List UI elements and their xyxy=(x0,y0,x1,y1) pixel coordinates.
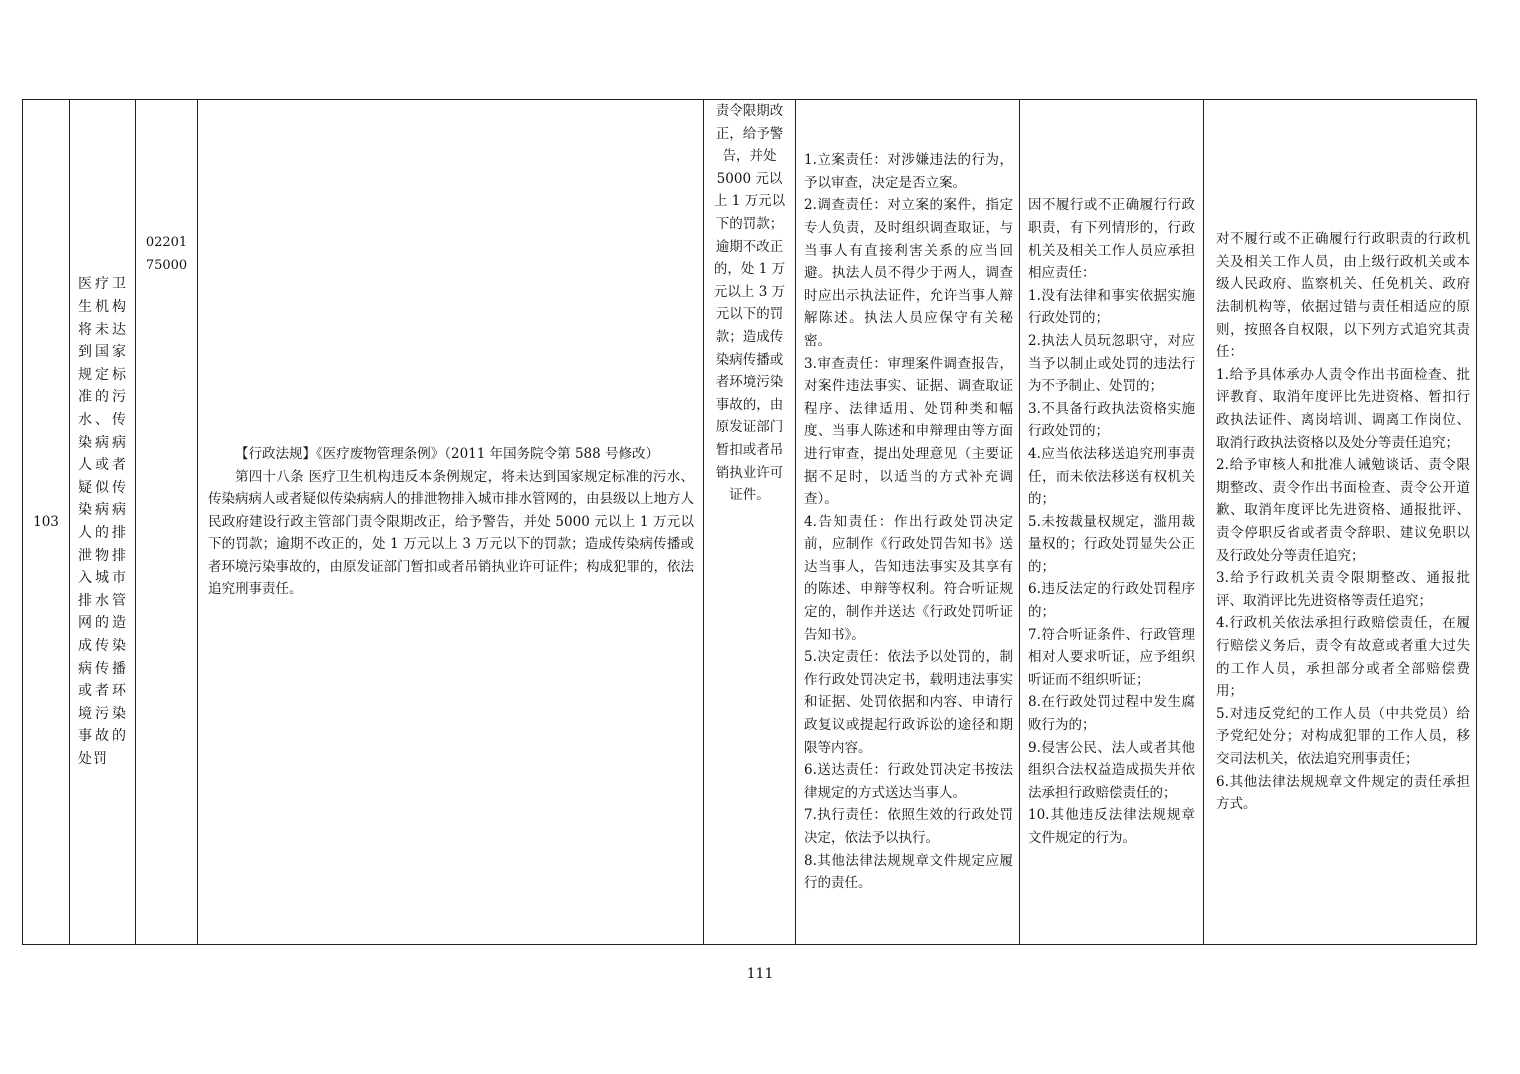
item-name: 医疗卫生机构将未达到国家规定标准的污水、传染病病人或者疑似传染病病人的排泄物排入城市排水管网的造成传染病传播或者环境污染事故的处罚 xyxy=(70,100,136,945)
condition-item: 5.未按裁量权规定，滥用裁量权的；行政处罚显失公正的； xyxy=(1028,513,1195,575)
responsibility-item: 4.行政机关依法承担行政赔偿责任，在履行赔偿义务后，责令有故意或者重大过失的工作人员，承担部分或者全部赔偿费用； xyxy=(1216,615,1470,700)
page-number: 111 xyxy=(746,966,774,982)
responsibility-item: 对不履行或不正确履行行政职责的行政机关及相关工作人员，由上级行政机关或本级人民政府、监察机关、任免机关、政府法制机构等，依据过错与责任相适应的原则，按照各自权限，以下列方式追究其责任： xyxy=(1216,231,1470,361)
duty-item: 5.决定责任：依法予以处罚的，制作行政处罚决定书，载明违法事实和证据、处罚依据和内容、申请行政复议或提起行政诉讼的途径和期限等内容。 xyxy=(804,649,1013,756)
condition-item: 因不履行或不正确履行行政职责，有下列情形的，行政机关及相关工作人员应承担相应责任： xyxy=(1028,197,1195,282)
item-code xyxy=(136,100,198,945)
responsibility-item: 1.给予具体承办人责令作出书面检查、批评教育、取消年度评比先进资格、暂扣行政执法证件、离岗培训、调离工作岗位、取消行政执法资格以及处分等责任追究； xyxy=(1216,366,1470,451)
condition-item: 10.其他违反法律法规规章文件规定的行为。 xyxy=(1028,807,1195,847)
condition-item: 7.符合听证条件、行政管理相对人要求听证，应予组织听证而不组织听证； xyxy=(1028,626,1195,688)
legal-basis-heading: 【行政法规】《医疗废物管理条例》（2011 年国务院令第 588 号修改） xyxy=(235,445,659,462)
duty-item: 6.送达责任：行政处罚决定书按法律规定的方式送达当事人。 xyxy=(804,762,1013,801)
penalty-content: 责令限期改正，给予警告，并处 5000 元以上 1 万元以下的罚款；逾期不改正的，处 1 万元以上 3 万元以下的罚款；造成传染病传播或者环境污染事故的，由原发证部门暂扣或者吊销执业许可证件。 xyxy=(704,100,796,945)
item-code-line1: 02201 xyxy=(145,235,188,250)
legal-basis xyxy=(198,100,704,945)
condition-item: 2.执法人员玩忽职守，对应当予以制止或处罚的违法行为不予制止、处罚的； xyxy=(1028,332,1195,395)
duty-item: 8.其他法律法规规章文件规定应履行的责任。 xyxy=(804,852,1013,892)
responsibility-item: 3.给予行政机关责令限期整改、通报批评、取消评比先进资格等责任追究； xyxy=(1216,570,1470,609)
liability-conditions xyxy=(1020,100,1204,945)
responsibility-item: 5.对违反党纪的工作人员（中共党员）给予党纪处分；对构成犯罪的工作人员，移交司法机关，依法追究刑事责任； xyxy=(1216,705,1470,767)
duty-item: 1.立案责任：对涉嫌违法的行为，予以审查，决定是否立案。 xyxy=(804,152,1013,191)
duty-item: 7.执行责任：依照生效的行政处罚决定，依法予以执行。 xyxy=(804,807,1013,847)
table-row xyxy=(23,100,1477,945)
responsibility-item: 6.其他法律法规规章文件规定的责任承担方式。 xyxy=(1216,773,1470,813)
responsibility-item: 2.给予审核人和批准人诫勉谈话、责令限期整改、责令作出书面检查、责令公开道歉、取消年度评比先进资格、通报批评、责令停职反省或者责令辞职、建议免职以及行政处分等责任追究； xyxy=(1216,457,1470,564)
condition-item: 8.在行政处罚过程中发生腐败行为的； xyxy=(1028,694,1195,734)
condition-item: 4.应当依法移送追究刑事责任，而未依法移送有权机关的； xyxy=(1028,445,1195,508)
condition-item: 9.侵害公民、法人或者其他组织合法权益造成损失并依法承担行政赔偿责任的； xyxy=(1028,739,1195,801)
condition-item: 1.没有法律和事实依据实施行政处罚的； xyxy=(1028,287,1195,327)
item-code-line2: 75000 xyxy=(145,257,188,273)
accountability-methods xyxy=(1204,100,1477,945)
condition-item: 6.违反法定的行政处罚程序的； xyxy=(1028,581,1195,621)
duty-item: 4.告知责任：作出行政处罚决定前，应制作《行政处罚告知书》送达当事人，告知违法事实及其享有的陈述、申辩等权利。符合听证规定的，制作并送达《行政处罚听证告知书》。 xyxy=(804,513,1013,643)
power-list-table xyxy=(22,99,1477,945)
duty-list xyxy=(796,100,1020,945)
condition-item: 3.不具备行政执法资格实施行政处罚的； xyxy=(1028,400,1195,440)
duty-item: 2.调查责任：对立案的案件，指定专人负责，及时组织调查取证，与当事人有直接利害关系的应当回避。执法人员不得少于两人，调查时应出示执法证件，允许当事人辩解陈述。执法人员应保守有关秘密。 xyxy=(804,197,1013,349)
row-number: 103 xyxy=(23,100,70,945)
duty-item: 3.审查责任：审理案件调查报告，对案件违法事实、证据、调查取证程序、法律适用、处罚种类和幅度、当事人陈述和申辩理由等方面进行审查，提出处理意见（主要证据不足时，以适当的方式补充调查）。 xyxy=(804,355,1013,508)
legal-basis-article: 第四十八条 医疗卫生机构违反本条例规定，将未达到国家规定标准的污水、传染病病人或者疑似传染病病人的排泄物排入城市排水管网的，由县级以上地方人民政府建设行政主管部门责令限期改正，给予警告，并处 5000 元以上 1 万元以下的罚款；逾期不改正的，处 1 万元以上 3 万元以下的罚款；造成传染病传播或者环境污染事故的，由原发证部门暂扣或者吊销执业许可证件；构成犯罪的，依法追究刑事责任。 xyxy=(208,468,694,598)
